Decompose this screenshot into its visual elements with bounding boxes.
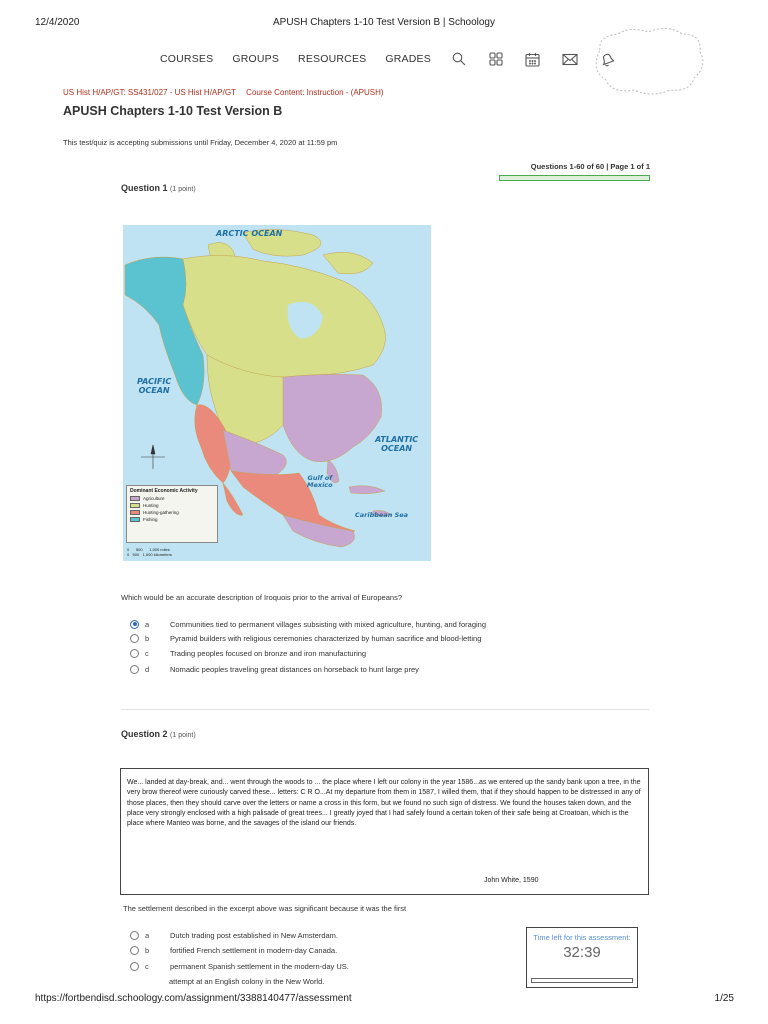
question-2-excerpt: [120, 768, 649, 895]
question-1-choice-d[interactable]: d Nomadic peoples traveling great distances on horseback to hunt large prey: [130, 663, 419, 675]
choice-text: Communities tied to permanent villages subsisting with mixed agriculture, hunting, and foraging: [170, 619, 486, 629]
search-icon[interactable]: [450, 50, 468, 68]
question-2-title: Question 2: [121, 729, 168, 739]
excerpt-source: John White, 1590: [484, 877, 539, 884]
radio-button[interactable]: [130, 634, 139, 643]
map-label-gulf: Gulf of Mexico: [307, 474, 333, 489]
question-2-choice-c[interactable]: c permanent Spanish settlement in the modern-day US.: [130, 960, 349, 972]
question-1-heading: [121, 183, 196, 193]
nav-groups[interactable]: GROUPS: [232, 53, 280, 65]
radio-button[interactable]: [130, 962, 139, 971]
legend-item: Fishing: [130, 517, 214, 522]
question-1-choice-b[interactable]: b Pyramid builders with religious ceremonies characterized by human sacrifice and blood-letting: [130, 632, 481, 644]
radio-button[interactable]: [130, 931, 139, 940]
map-legend-title: Dominant Economic Activity: [130, 488, 198, 494]
radio-button[interactable]: [130, 946, 139, 955]
question-2-choice-b[interactable]: b fortified French settlement in modern-day Canada.: [130, 944, 337, 956]
print-date: 12/4/2020: [35, 17, 80, 28]
choice-text: Dutch trading post established in New Amsterdam.: [170, 930, 338, 940]
timer-progress-bar: [531, 978, 633, 983]
choice-text: Nomadic peoples traveling great distances on horseback to hunt large prey: [170, 664, 419, 674]
legend-item: Hunting: [130, 503, 214, 508]
print-page-number: 1/25: [714, 993, 734, 1004]
choice-text: Trading peoples focused on bronze and iron manufacturing: [170, 648, 367, 658]
radio-button[interactable]: [130, 665, 139, 674]
messages-icon[interactable]: [561, 50, 579, 68]
choice-text: fortified French settlement in modern-day Canada.: [170, 945, 338, 955]
question-2-choice-d[interactable]: [160, 975, 324, 987]
avatar[interactable]: [590, 26, 708, 96]
divider: [121, 709, 649, 710]
breadcrumb-course[interactable]: US Hist H/AP/GT: SS431/027 - US Hist H/AP/GT: [63, 88, 236, 97]
map-scale: 0 500 1,000 miles 0 500 1,000 kilometers: [127, 547, 172, 557]
timer-label: Time left for this assessment:: [533, 933, 631, 942]
question-2-points: (1 point): [170, 732, 196, 739]
choice-text: attempt at an English colony in the New World.: [169, 976, 325, 986]
legend-item: Hunting-gathering: [130, 510, 214, 515]
breadcrumb-folder[interactable]: Course Content: Instruction - (APUSH): [246, 88, 384, 97]
question-1-choice-a[interactable]: a Communities tied to permanent villages subsisting with mixed agriculture, hunting, and foraging: [130, 618, 486, 630]
top-navigation: [160, 50, 635, 68]
excerpt-text: We... landed at day-break, and... went through the woods to ... the place where I left our colony in the year 1586...as we entered up the sandy bank upon a tree, in the very brow thereof were curiously carved these... letters: C R O...At my departure from them in 1587, I willed them, that if they should happen to be distressed in any of those places, then they should carve over the letters or name a cross in this form, but we found no such sign of distress. We found the houses taken down, and the place very strongly enclosed with a high palisade of great trees... I greatly joyed that I had safely found a certain token of their safe being at Croatoan, which is the place where Manteo was borne, and the savages of the island our friends.: [127, 779, 641, 828]
question-2-choice-a[interactable]: a Dutch trading post established in New Amsterdam.: [130, 929, 338, 941]
question-progress-bar: [499, 175, 650, 181]
question-1-points: (1 point): [170, 186, 196, 193]
nav-grades[interactable]: GRADES: [385, 53, 431, 65]
assessment-timer: [526, 927, 638, 988]
question-counter: Questions 1-60 of 60 | Page 1 of 1: [530, 162, 650, 171]
native-america-map: [123, 225, 431, 561]
map-label-pacific: PACIFIC OCEAN: [137, 377, 172, 395]
submission-note: This test/quiz is accepting submissions until Friday, December 4, 2020 at 11:59 pm: [63, 138, 338, 147]
nav-resources[interactable]: RESOURCES: [298, 53, 367, 65]
question-1-choice-c[interactable]: c Trading peoples focused on bronze and iron manufacturing: [130, 647, 366, 659]
page-title: APUSH Chapters 1-10 Test Version B: [63, 104, 283, 118]
choice-text: permanent Spanish settlement in the modern-day US.: [170, 961, 349, 971]
radio-button[interactable]: [130, 649, 139, 658]
timer-value: 32:39: [563, 944, 601, 961]
map-label-caribbean: Caribbean Sea: [355, 511, 409, 519]
legend-item: Agriculture: [130, 496, 214, 501]
print-title: APUSH Chapters 1-10 Test Version B | Schoology: [273, 17, 495, 28]
question-2-prompt: The settlement described in the excerpt above was significant because it was the first: [123, 904, 407, 913]
question-2-heading: [121, 729, 196, 739]
choice-text: Pyramid builders with religious ceremonies characterized by human sacrifice and blood-letting: [170, 633, 482, 643]
apps-grid-icon[interactable]: [487, 50, 505, 68]
nav-courses[interactable]: COURSES: [160, 53, 214, 65]
breadcrumb: [63, 88, 392, 97]
print-url: https://fortbendisd.schoology.com/assignment/3388140477/assessment: [35, 993, 352, 1004]
question-1-prompt: Which would be an accurate description of Iroquois prior to the arrival of Europeans?: [121, 593, 402, 602]
map-label-arctic: ARCTIC OCEAN: [216, 229, 283, 238]
question-1-title: Question 1: [121, 183, 168, 193]
map-label-atlantic: ATLANTIC OCEAN: [375, 435, 419, 453]
map-legend: [126, 485, 218, 543]
radio-button[interactable]: [130, 620, 139, 629]
calendar-icon[interactable]: [524, 50, 542, 68]
